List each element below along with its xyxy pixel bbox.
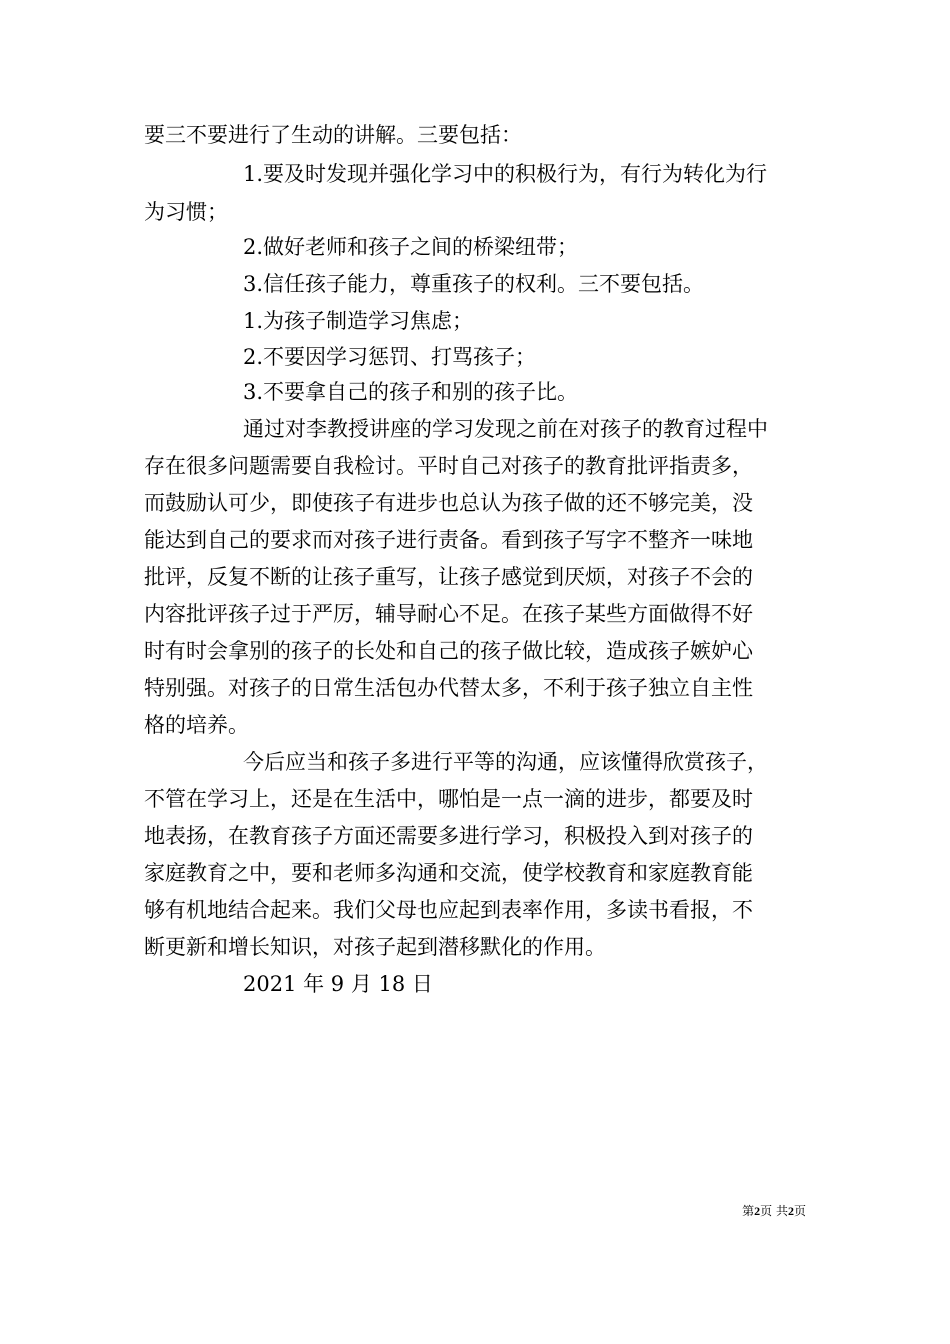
footer-suffix: 页	[793, 1204, 806, 1218]
text-line: 今后应当和孩子多进行平等的沟通，应该懂得欣赏孩子，	[243, 750, 768, 774]
text-line: 1.要及时发现并强化学习中的积极行为，有行为转化为行	[243, 162, 768, 186]
text-line: 断更新和增长知识，对孩子起到潜移默化的作用。	[144, 935, 606, 959]
text-line: 时有时会拿别的孩子的长处和自己的孩子做比较，造成孩子嫉妒心	[144, 639, 753, 663]
date-line: 2021 年 9 月 18 日	[243, 972, 433, 996]
text-line: 家庭教育之中，要和老师多沟通和交流，使学校教育和家庭教育能	[144, 861, 753, 885]
text-line: 够有机地结合起来。我们父母也应起到表率作用，多读书看报，不	[144, 898, 753, 922]
text-line: 而鼓励认可少，即使孩子有进步也总认为孩子做的还不够完美，没	[144, 491, 753, 515]
text-line: 不管在学习上，还是在生活中，哪怕是一点一滴的进步，都要及时	[144, 787, 753, 811]
text-line: 存在很多问题需要自我检讨。平时自己对孩子的教育批评指责多，	[144, 454, 753, 478]
text-line: 内容批评孩子过于严厉，辅导耐心不足。在孩子某些方面做得不好	[144, 602, 753, 626]
page-number-footer	[700, 1202, 806, 1220]
text-line: 2.不要因学习惩罚、打骂孩子；	[243, 345, 537, 369]
text-line: 为习惯；	[144, 200, 228, 224]
text-line: 特别强。对孩子的日常生活包办代替太多，不利于孩子独立自主性	[144, 676, 753, 700]
text-line: 能达到自己的要求而对孩子进行责备。看到孩子写字不整齐一味地	[144, 528, 753, 552]
text-line: 2.做好老师和孩子之间的桥梁纽带；	[243, 235, 579, 259]
text-line: 批评，反复不断的让孩子重写，让孩子感觉到厌烦，对孩子不会的	[144, 565, 753, 589]
text-line: 1.为孩子制造学习焦虑；	[243, 309, 474, 333]
text-line: 通过对李教授讲座的学习发现之前在对孩子的教育过程中	[243, 417, 768, 441]
footer-prefix: 第	[742, 1204, 755, 1218]
footer-total-pages: 2	[787, 1204, 794, 1218]
text-line: 3.不要拿自己的孩子和别的孩子比。	[243, 380, 579, 404]
footer-current-page: 2	[754, 1204, 761, 1218]
footer-mid: 页 共	[760, 1204, 788, 1218]
text-line: 要三不要进行了生动的讲解。三要包括：	[144, 123, 522, 147]
text-line: 格的培养。	[144, 713, 249, 737]
text-line: 地表扬，在教育孩子方面还需要多进行学习，积极投入到对孩子的	[144, 824, 753, 848]
text-line: 3.信任孩子能力，尊重孩子的权利。三不要包括。	[243, 272, 705, 296]
